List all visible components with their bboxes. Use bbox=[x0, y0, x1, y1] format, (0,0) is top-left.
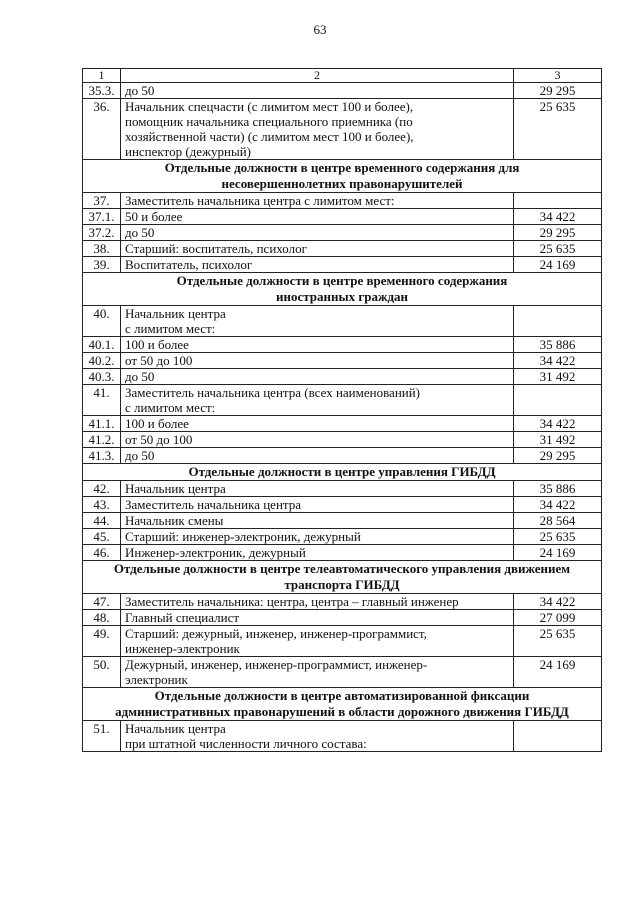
table-row bbox=[83, 193, 602, 209]
position-title: Заместитель начальника: центра, центра – главный инженер bbox=[121, 594, 514, 610]
position-title-line: электроник bbox=[125, 672, 188, 687]
table-row bbox=[83, 626, 602, 657]
salary-value: 34 422 bbox=[514, 353, 602, 369]
salary-value: 29 295 bbox=[514, 225, 602, 241]
position-title: Старший: инженер-электроник, дежурный bbox=[121, 529, 514, 545]
row-number: 45. bbox=[83, 529, 121, 545]
row-number: 37.2. bbox=[83, 225, 121, 241]
row-number: 37. bbox=[83, 193, 121, 209]
row-number: 41.1. bbox=[83, 416, 121, 432]
salary-value: 34 422 bbox=[514, 209, 602, 225]
position-title: Начальник центра bbox=[121, 481, 514, 497]
salary-value bbox=[514, 721, 602, 752]
section-header-row bbox=[83, 160, 602, 193]
header-col-1: 1 bbox=[83, 69, 121, 83]
page-number: 63 bbox=[313, 22, 327, 37]
position-title-line: Начальник центра bbox=[125, 306, 226, 321]
salary-value: 25 635 bbox=[514, 99, 602, 160]
table-row bbox=[83, 337, 602, 353]
row-number: 40.2. bbox=[83, 353, 121, 369]
table-row bbox=[83, 529, 602, 545]
row-number: 39. bbox=[83, 257, 121, 273]
row-number: 41. bbox=[83, 385, 121, 416]
row-number: 41.3. bbox=[83, 448, 121, 464]
section-heading-line: транспорта ГИБДД bbox=[284, 577, 400, 592]
table-row bbox=[83, 545, 602, 561]
position-title-line: Заместитель начальника центра (всех наименований) bbox=[125, 385, 421, 400]
salary-value: 25 635 bbox=[514, 529, 602, 545]
position-title-line: с лимитом мест: bbox=[125, 400, 216, 415]
table-row bbox=[83, 657, 602, 688]
salary-value: 34 422 bbox=[514, 416, 602, 432]
row-number: 47. bbox=[83, 594, 121, 610]
position-title: Заместитель начальника центра bbox=[121, 497, 514, 513]
position-title: Инженер-электроник, дежурный bbox=[121, 545, 514, 561]
salary-value: 29 295 bbox=[514, 448, 602, 464]
row-number: 49. bbox=[83, 626, 121, 657]
position-title: до 50 bbox=[121, 225, 514, 241]
table-row bbox=[83, 594, 602, 610]
row-number: 36. bbox=[83, 99, 121, 160]
salary-value bbox=[514, 193, 602, 209]
section-heading-line: Отдельные должности в центре временного содержания для bbox=[164, 160, 520, 175]
position-title: до 50 bbox=[121, 369, 514, 385]
salary-value: 31 492 bbox=[514, 432, 602, 448]
table-row bbox=[83, 610, 602, 626]
position-title bbox=[121, 385, 514, 416]
salary-value: 24 169 bbox=[514, 657, 602, 688]
table-row bbox=[83, 83, 602, 99]
position-title bbox=[121, 657, 514, 688]
table-row bbox=[83, 369, 602, 385]
position-title: Начальник смены bbox=[121, 513, 514, 529]
table-row bbox=[83, 497, 602, 513]
row-number: 41.2. bbox=[83, 432, 121, 448]
salary-value: 31 492 bbox=[514, 369, 602, 385]
position-title-line: инженер-электроник bbox=[125, 641, 240, 656]
row-number: 38. bbox=[83, 241, 121, 257]
row-number: 37.1. bbox=[83, 209, 121, 225]
position-title-line: инспектор (дежурный) bbox=[125, 144, 251, 159]
salary-value: 35 886 bbox=[514, 337, 602, 353]
section-header-row bbox=[83, 561, 602, 594]
position-title-line: Дежурный, инженер, инженер-программист, инженер- bbox=[125, 657, 428, 672]
position-title: 100 и более bbox=[121, 337, 514, 353]
salary-value: 34 422 bbox=[514, 594, 602, 610]
position-title-line: с лимитом мест: bbox=[125, 321, 216, 336]
section-header-row bbox=[83, 688, 602, 721]
table-header-row bbox=[83, 69, 602, 83]
position-title-line: Начальник спецчасти (с лимитом мест 100 и более), bbox=[125, 99, 414, 114]
section-heading-line: несовершеннолетних правонарушителей bbox=[221, 176, 463, 191]
section-heading-line: Отдельные должности в центре управления ГИБДД bbox=[188, 464, 496, 479]
position-title: Старший: воспитатель, психолог bbox=[121, 241, 514, 257]
row-number: 40. bbox=[83, 306, 121, 337]
position-title-line: Начальник центра bbox=[125, 721, 226, 736]
row-number: 46. bbox=[83, 545, 121, 561]
salary-table bbox=[82, 68, 602, 752]
table-row bbox=[83, 432, 602, 448]
salary-value: 24 169 bbox=[514, 257, 602, 273]
salary-value: 24 169 bbox=[514, 545, 602, 561]
row-number: 40.3. bbox=[83, 369, 121, 385]
salary-value bbox=[514, 306, 602, 337]
header-col-2: 2 bbox=[121, 69, 514, 83]
table-row bbox=[83, 448, 602, 464]
table-row bbox=[83, 353, 602, 369]
section-heading bbox=[83, 561, 602, 594]
row-number: 43. bbox=[83, 497, 121, 513]
salary-value: 35 886 bbox=[514, 481, 602, 497]
position-title: Заместитель начальника центра с лимитом мест: bbox=[121, 193, 514, 209]
salary-value: 29 295 bbox=[514, 83, 602, 99]
position-title: до 50 bbox=[121, 448, 514, 464]
section-heading bbox=[83, 160, 602, 193]
position-title: Главный специалист bbox=[121, 610, 514, 626]
table-row bbox=[83, 721, 602, 752]
position-title: 100 и более bbox=[121, 416, 514, 432]
position-title: Воспитатель, психолог bbox=[121, 257, 514, 273]
position-title-line: Старший: дежурный, инженер, инженер-программист, bbox=[125, 626, 427, 641]
salary-value: 27 099 bbox=[514, 610, 602, 626]
row-number: 51. bbox=[83, 721, 121, 752]
section-heading bbox=[83, 688, 602, 721]
section-heading-line: Отдельные должности в центре автоматизированной фиксации bbox=[154, 688, 530, 703]
salary-value: 25 635 bbox=[514, 241, 602, 257]
position-title bbox=[121, 306, 514, 337]
salary-value: 28 564 bbox=[514, 513, 602, 529]
position-title bbox=[121, 721, 514, 752]
section-heading-line: Отдельные должности в центре телеавтоматического управления движением bbox=[113, 561, 571, 576]
position-title: от 50 до 100 bbox=[121, 432, 514, 448]
row-number: 42. bbox=[83, 481, 121, 497]
row-number: 35.3. bbox=[83, 83, 121, 99]
section-header-row bbox=[83, 464, 602, 481]
salary-value: 25 635 bbox=[514, 626, 602, 657]
section-heading-line: административных правонарушений в области дорожного движения ГИБДД bbox=[115, 704, 569, 719]
position-title: 50 и более bbox=[121, 209, 514, 225]
position-title bbox=[121, 626, 514, 657]
table-row bbox=[83, 99, 602, 160]
table-row bbox=[83, 385, 602, 416]
position-title: от 50 до 100 bbox=[121, 353, 514, 369]
salary-value bbox=[514, 385, 602, 416]
row-number: 48. bbox=[83, 610, 121, 626]
position-title-line: помощник начальника специального приемника (по bbox=[125, 114, 413, 129]
table-row bbox=[83, 416, 602, 432]
table-row bbox=[83, 241, 602, 257]
row-number: 40.1. bbox=[83, 337, 121, 353]
row-number: 44. bbox=[83, 513, 121, 529]
section-heading-line: Отдельные должности в центре временного содержания bbox=[176, 273, 508, 288]
position-title-line: при штатной численности личного состава: bbox=[125, 736, 367, 751]
section-heading bbox=[83, 273, 602, 306]
table-row bbox=[83, 257, 602, 273]
table-row bbox=[83, 209, 602, 225]
section-heading-line: иностранных граждан bbox=[275, 289, 409, 304]
position-title bbox=[121, 99, 514, 160]
table-row bbox=[83, 225, 602, 241]
position-title-line: хозяйственной части) (с лимитом мест 100 и более), bbox=[125, 129, 414, 144]
salary-value: 34 422 bbox=[514, 497, 602, 513]
table-row bbox=[83, 306, 602, 337]
table-row bbox=[83, 481, 602, 497]
header-col-3: 3 bbox=[514, 69, 602, 83]
position-title: до 50 bbox=[121, 83, 514, 99]
section-header-row bbox=[83, 273, 602, 306]
section-heading bbox=[83, 464, 602, 481]
table-row bbox=[83, 513, 602, 529]
row-number: 50. bbox=[83, 657, 121, 688]
